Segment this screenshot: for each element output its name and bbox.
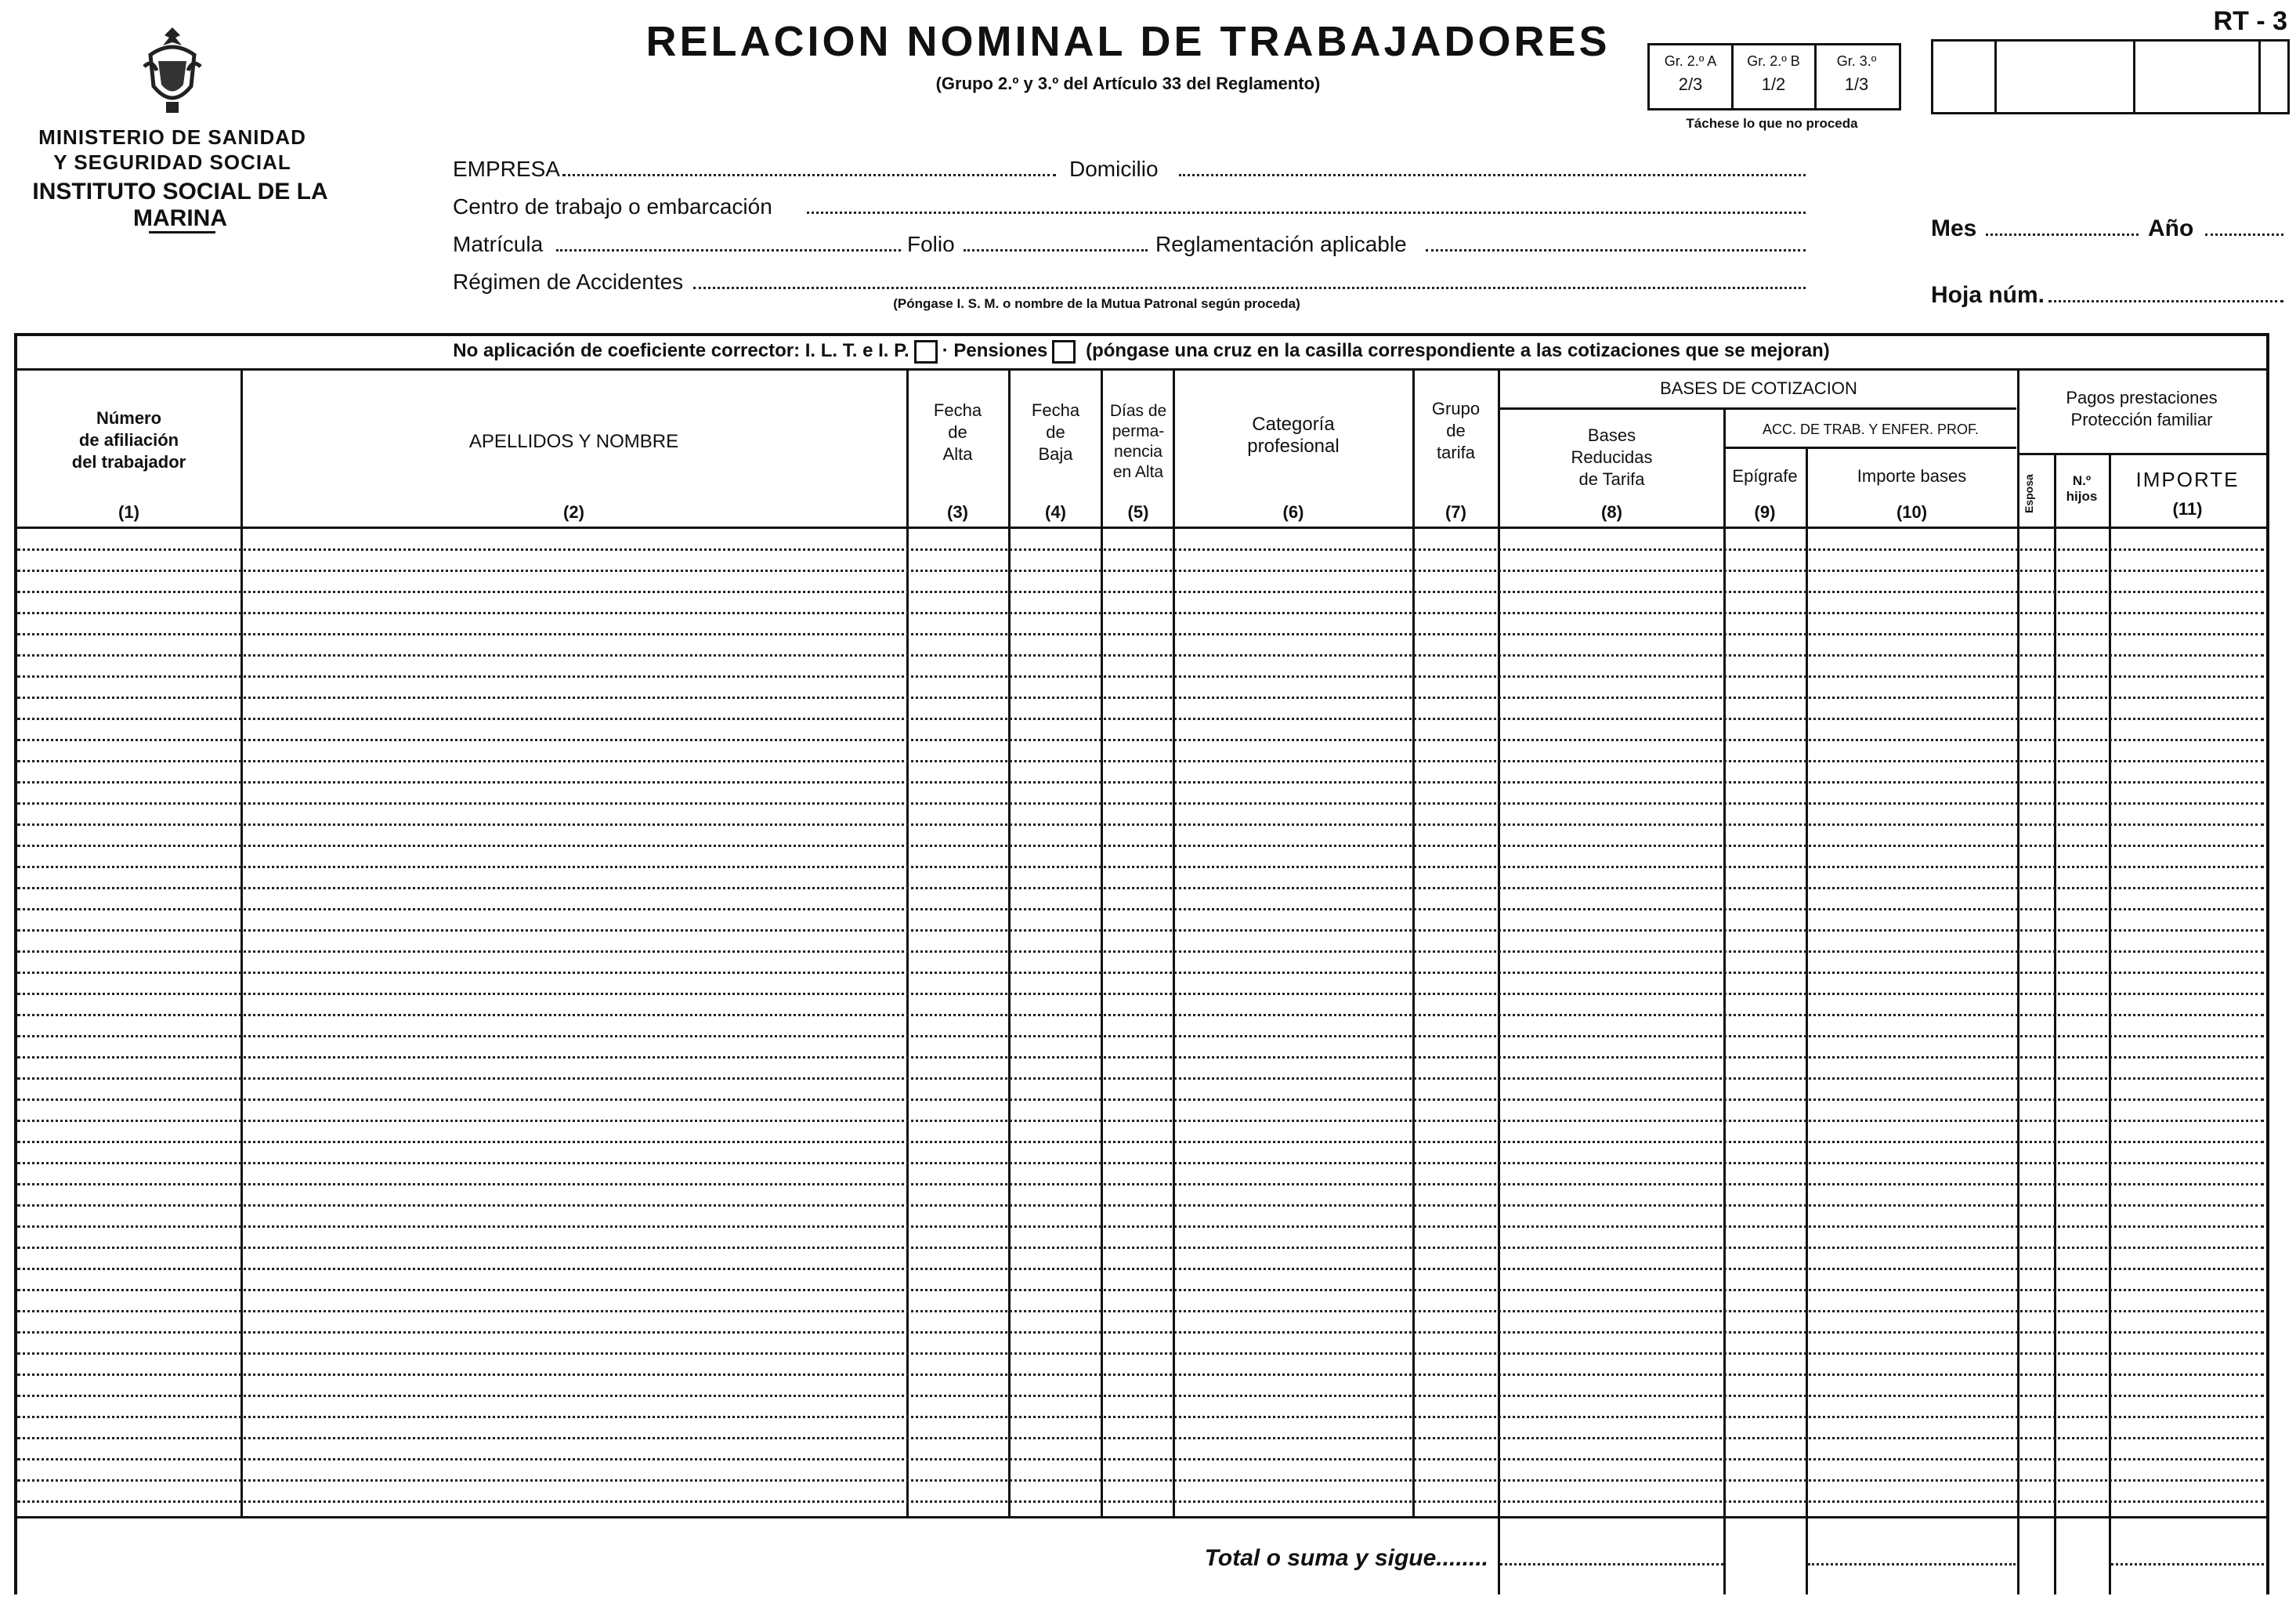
table-row[interactable] [17,612,2264,614]
table-row[interactable] [17,739,2264,741]
groups-box [1647,43,1901,110]
table-row[interactable] [17,1141,2264,1143]
header-bottom-line [14,527,2269,529]
acc-group-header: ACC. DE TRAB. Y ENFER. PROF. [1762,422,1980,437]
table-row[interactable] [17,1479,2264,1482]
table-row[interactable] [17,654,2264,657]
group-cell-2b[interactable]: Gr. 2.º B 1/2 [1733,45,1817,108]
reglamentacion-field[interactable] [1426,249,1806,252]
table-row[interactable] [17,760,2264,762]
table-right-border [2266,333,2269,1594]
col4-number: (4) [1045,502,1066,522]
table-row[interactable] [17,1056,2264,1059]
col1-header: Número de afiliación del trabajador [71,408,186,472]
hoja-field[interactable] [2048,300,2283,302]
group-cell-2a[interactable]: Gr. 2.º A 2/3 [1650,45,1734,108]
table-row[interactable] [17,950,2264,953]
col5-number: (5) [1127,502,1149,522]
table-row[interactable] [17,1331,2264,1334]
table-row[interactable] [17,823,2264,826]
table-row[interactable] [17,1120,2264,1122]
table-row[interactable] [17,1374,2264,1376]
regimen-label: Régimen de Accidentes [453,270,684,294]
table-row[interactable] [17,1225,2264,1228]
column-divider [1806,447,1808,1594]
table-row[interactable] [17,1183,2264,1185]
coat-of-arms-emblem [141,24,204,118]
table-row[interactable] [17,697,2264,699]
col6-number: (6) [1282,502,1304,522]
domicilio-label: Domicilio [1069,157,1159,181]
empresa-label: EMPRESA [453,157,560,181]
table-row[interactable] [17,908,2264,910]
table-row[interactable] [17,1289,2264,1291]
total-field[interactable] [2111,1563,2264,1565]
table-row[interactable] [17,845,2264,847]
table-row[interactable] [17,866,2264,868]
matricula-field[interactable] [556,249,901,252]
centro-field[interactable] [807,212,1806,214]
table-row[interactable] [17,1458,2264,1460]
regimen-field[interactable] [693,287,1806,289]
table-row[interactable] [17,802,2264,805]
col3-number: (3) [947,502,968,522]
col11-header: IMPORTE [2135,468,2240,491]
hoja-label: Hoja núm. [1931,282,2045,308]
table-row[interactable] [17,1014,2264,1016]
table-row[interactable] [17,570,2264,572]
divider [149,231,215,233]
table-row[interactable] [17,1352,2264,1355]
folio-label: Folio [907,232,955,256]
col8-header: Bases Reducidas de Tarifa [1571,425,1653,489]
col10-header: Importe bases [1857,466,1967,486]
table-row[interactable] [17,1500,2264,1503]
col5-header: Días de perma- nencia en Alta [1109,402,1167,481]
table-row[interactable] [17,718,2264,720]
form-code: RT - 3 [2213,6,2287,36]
table-row[interactable] [17,1162,2264,1164]
col2-header: APELLIDOS Y NOMBRE [468,431,679,452]
ano-field[interactable] [2205,233,2283,236]
bases-group-header: BASES DE COTIZACION [1660,378,1857,398]
reglamentacion-label: Reglamentación aplicable [1155,232,1407,256]
col11-number: (11) [2172,499,2203,519]
table-row[interactable] [17,675,2264,678]
total-field[interactable] [1808,1563,2016,1565]
column-divider [240,368,243,1516]
table-row[interactable] [17,1268,2264,1270]
column-divider [1498,368,1500,1594]
reference-boxes [1931,39,2290,114]
groups-note: Táchese lo que no proceda [1686,116,1858,131]
empresa-field[interactable] [562,174,1056,176]
table-row[interactable] [17,1204,2264,1207]
col2-number: (2) [563,502,584,522]
group-cell-3[interactable]: Gr. 3.º 1/3 [1836,53,1877,94]
col10-number: (10) [1896,502,1928,522]
table-row[interactable] [17,972,2264,974]
table-row[interactable] [17,929,2264,932]
column-divider [1008,368,1011,1516]
col3-header: Fecha de Alta [933,400,982,464]
mes-label: Mes [1931,215,1977,241]
table-row[interactable] [17,781,2264,784]
column-divider [1412,368,1415,1516]
column-divider [2017,368,2019,1594]
folio-field[interactable] [964,249,1148,252]
matricula-label: Matrícula [453,232,544,256]
table-row[interactable] [17,1035,2264,1037]
col7-number: (7) [1445,502,1466,522]
table-row[interactable] [17,993,2264,995]
col7-header: Grupo de tarifa [1431,399,1481,462]
page-subtitle: (Grupo 2.º y 3.º del Artículo 33 del Reglamento) [935,74,1321,93]
table-row[interactable] [17,1310,2264,1312]
table-row[interactable] [17,1395,2264,1397]
ministry-line2: Y SEGURIDAD SOCIAL [53,150,291,174]
column-divider [2054,453,2056,1594]
col6-header: Categoría profesional [1247,414,1340,457]
ano-label: Año [2148,215,2194,241]
ministry-line1: MINISTERIO DE SANIDAD [38,125,306,149]
col1-number: (1) [118,502,139,522]
column-divider [1173,368,1175,1516]
table-row[interactable] [17,887,2264,889]
column-divider [906,368,909,1516]
nhijos-header: N.º hijos [2066,473,2098,504]
page-title: RELACION NOMINAL DE TRABAJADORES [645,18,1611,65]
institute-name: INSTITUTO SOCIAL DE LA MARINA [32,179,328,231]
table-row[interactable] [17,1247,2264,1249]
centro-label: Centro de trabajo o embarcación [453,194,772,219]
col8-number: (8) [1601,502,1622,522]
banner-bottom-line [14,368,2269,371]
ilt-checkbox[interactable] [914,340,938,364]
domicilio-field[interactable] [1179,174,1806,176]
table-row[interactable] [17,1077,2264,1080]
mes-field[interactable] [1986,233,2139,236]
pagos-group-header: Pagos prestaciones Protección familiar [2066,388,2218,429]
table-row[interactable] [17,1437,2264,1439]
total-field[interactable] [1500,1563,1723,1565]
table-row[interactable] [17,591,2264,593]
table-top-border [14,333,2269,336]
table-row[interactable] [17,633,2264,635]
table-row[interactable] [17,1416,2264,1418]
column-divider [2109,453,2111,1594]
body-bottom-line [14,1516,2269,1518]
regimen-note: (Póngase I. S. M. o nombre de la Mutua Patronal según proceda) [893,296,1300,311]
col4-header: Fecha de Baja [1031,400,1080,464]
column-divider [1101,368,1103,1516]
col9-header: Epígrafe [1732,466,1798,486]
total-label: Total o suma y sigue........ [1204,1545,1488,1571]
esposa-header: Esposa [2023,474,2035,513]
col9-number: (9) [1754,502,1776,522]
pensiones-checkbox[interactable] [1052,340,1076,364]
table-row[interactable] [17,1098,2264,1101]
table-row[interactable] [17,548,2264,551]
coefficient-banner: No aplicación de coeficiente corrector: I. L. T. e I. P. · Pensiones (póngase una cruz en la casilla correspondiente a las cotizaciones que se mejoran) [19,338,2264,364]
